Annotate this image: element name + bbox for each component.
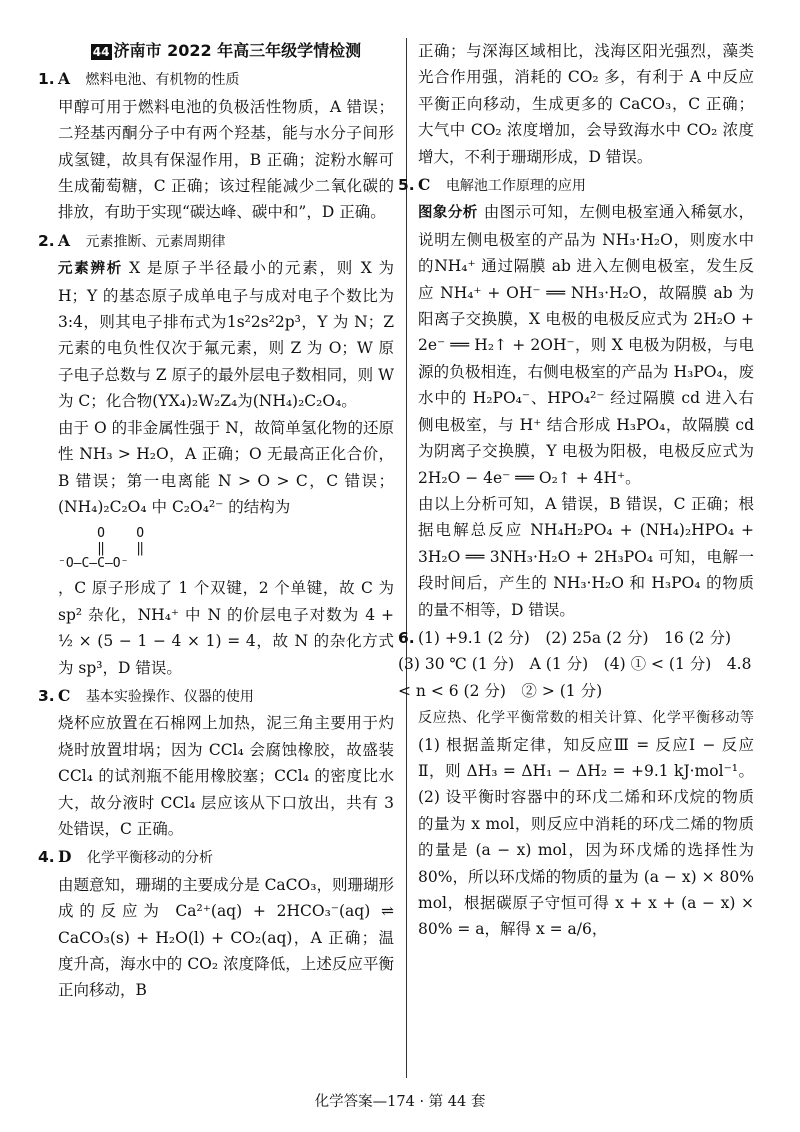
q4-explanation-continued: 正确；与深海区域相比，浅海区阳光强烈，藻类光合作用强，消耗的 CO₂ 多，有利于 A 中反应平衡正向移动，生成更多的 CaCO₃，C 正确；大气中 CO₂ 浓度增加，会导致海水中 CO₂ 浓度增大，不利于珊瑚形成，D 错误。 [418, 42, 754, 166]
q2-explanation-part1: 由于 O 的非金属性强于 N，故简单氢化物的还原性 NH₃ > H₂O，A 正确；O 无最高正化合价，B 错误；第一电离能 N > O > C，C 错误；(NH₄)₂C₂O₄ 中 C₂O₄²⁻ 的结构为 [58, 418, 394, 516]
q6-topic: 反应热、化学平衡常数的相关计算、化学平衡移动等 [418, 710, 754, 727]
question-1 [38, 66, 394, 225]
q5-analysis-text: 由图示可知，左侧电极室通入稀氨水，说明左侧电极室的产品为 NH₃·H₂O，则废水中的NH₄⁺ 通过隔膜 ab 进入左侧电极室，发生反应 NH₄⁺ + OH⁻ ══ NH₃·H₂O，故隔膜 ab 为阳离子交换膜，X 电极的电极反应式为 2H₂O + 2e⁻ ══ H₂↑ + 2OH⁻，则 X 电极为阴极，与电源的负极相连，右侧电极室的产品为 H₃PO₄，废水中的 H₂PO₄⁻、HPO₄²⁻ 经过隔膜 cd 进入右侧电极室，与 H⁺ 结合形成 H₃PO₄，故隔膜 cd 为阴离子交换膜，Y 电极为阳极，电极反应式为 2H₂O − 4e⁻ ══ O₂↑ + 4H⁺。 [418, 203, 754, 487]
q1-answer: A [58, 69, 71, 89]
oxalate-structure: O O ‖ ‖ ⁻O—C—C—O⁻ [58, 526, 145, 572]
page-title [58, 38, 394, 64]
page-footer: 化学答案—174 · 第 44 套 [314, 1094, 486, 1110]
q5-tag: 图象分析 [418, 205, 478, 222]
q3-answer: C [58, 685, 71, 705]
q3-number: 3. [38, 686, 55, 705]
q6-number: 6. [398, 628, 415, 647]
q3-topic: 基本实验操作、仪器的使用 [85, 688, 254, 705]
q6-answers: (1) +9.1 (2 分) (2) 25a (2 分) 16 (2 分) (3) 30 ℃ (1 分) A (1 分) (4) ① < (1 分) 4.8 < n < 6 (2 分) ② > (1 分) [398, 628, 752, 700]
q4-answer: D [58, 847, 72, 867]
q2-analysis [58, 255, 394, 414]
q5-answer: C [418, 175, 431, 195]
q2-topic: 元素推断、元素周期律 [85, 233, 226, 250]
q4-explanation: 由题意知，珊瑚的主要成分是 CaCO₃，则珊瑚形成的反应为 Ca²⁺(aq) + 2HCO₃⁻(aq) ⇌ CaCO₃(s) + H₂O(l) + CO₂(aq)，A 正确；温度升高，海水中的 CO₂ 浓度降低，上述反应平衡正向移动，B [58, 875, 394, 1000]
q2-analysis-text: X 是原子半径最小的元素，则 X 为 H；Y 的基态原子成单电子与成对电子个数比为 3:4，则其电子排布式为1s²2s²2p³，Y 为 N；Z 元素的电负性仅次于氟元素，则 Z 为 O；W 原子电子总数与 Z 原子的最外层电子数相同，则 W 为 C；化合物(YX₄)₂W₂Z₄为(NH₄)₂C₂O₄。 [58, 259, 395, 411]
q2-number: 2. [38, 231, 55, 250]
q6-explanation: (1) 根据盖斯定律，知反应Ⅲ = 反应Ⅰ − 反应Ⅱ，则 ΔH₃ = ΔH₁ − ΔH₂ = +9.1 kJ·mol⁻¹。(2) 设平衡时容器中的环戊二烯和环戊烷的物质的量为 x mol，则反应中消耗的环戊二烯的物质的量是 (a − x) mol，因为环戊烯的选择性为 80%，所以环戊烯的物质的量为 (a − x) × 80% mol，根据碳原子守恒可得 x + x + (a − x) × 80% = a，解得 x = a/6， [418, 735, 754, 939]
question-2 [38, 228, 395, 681]
q1-explanation: 甲醇可用于燃料电池的负极活性物质，A 错误；二羟基丙酮分子中有两个羟基，能与水分子间形成氢键，故具有保湿作用，B 正确；淀粉水解可生成葡萄糖，C 正确；该过程能减少二氧化碳的排放，有助于实现“碳达峰、碳中和”，D 正确。 [58, 97, 394, 222]
q4-topic: 化学平衡移动的分析 [86, 850, 213, 867]
right-column [398, 38, 754, 943]
set-number-badge: 44 [92, 45, 110, 59]
question-4 [38, 844, 394, 1003]
title-text: 济南市 2022 年高三年级学情检测 [113, 41, 362, 60]
q5-explanation: 由以上分析可知，A 错误，B 错误，C 正确；根据电解总反应 NH₄H₂PO₄ + (NH₄)₂HPO₄ + 3H₂O ══ 3NH₃·H₂O + 2H₃PO₄ 可知，电解一段时间后，产生的 NH₃·H₂O 和 H₃PO₄ 的物质的量不相等，D 错误。 [418, 494, 754, 619]
q2-explanation-part2: ，C 原子形成了 1 个双键，2 个单键，故 C 为 sp² 杂化，NH₄⁺ 中 N 的价层电子对数为 4 + ½ × (5 − 1 − 4 × 1) = 4，故 N 的杂化方式为 sp³，D 错误。 [58, 579, 394, 677]
q1-topic: 燃料电池、有机物的性质 [85, 72, 240, 89]
q1-number: 1. [38, 70, 55, 89]
q5-number: 5. [398, 176, 415, 195]
question-5 [398, 172, 754, 623]
q4-number: 4. [38, 848, 55, 867]
q2-answer: A [58, 230, 71, 250]
left-column [38, 38, 395, 1004]
question-3 [38, 683, 394, 842]
q3-explanation: 烧杯应放置在石棉网上加热，泥三角主要用于灼烧时放置坩埚；因为 CCl₄ 会腐蚀橡胶，故盛装 CCl₄ 的试剂瓶不能用橡胶塞；CCl₄ 的密度比水大，故分液时 CCl₄ 层应该从下口放出，共有 3 处错误，C 正确。 [58, 714, 394, 838]
q2-tag: 元素辨析 [58, 261, 124, 278]
question-6 [398, 625, 754, 943]
q5-analysis [418, 199, 754, 490]
q5-topic: 电解池工作原理的应用 [445, 178, 586, 195]
